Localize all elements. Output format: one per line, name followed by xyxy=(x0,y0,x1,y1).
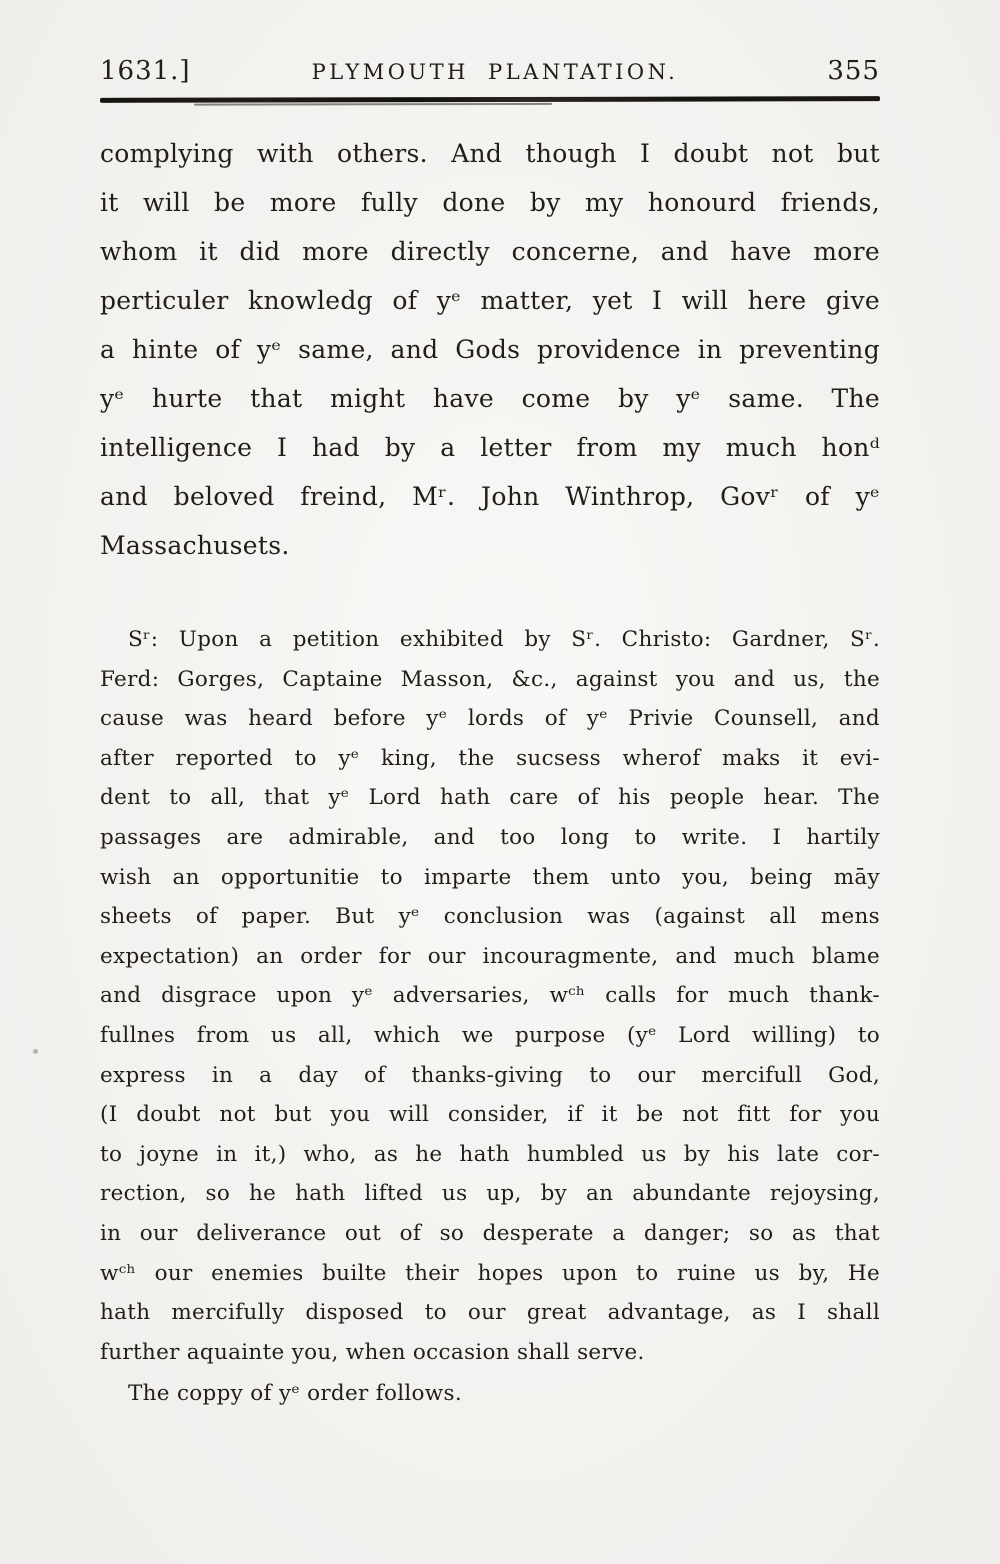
text-line: expectation) an order for our incouragmente, and much blame xyxy=(100,943,880,969)
text-line: Sʳ: Upon a petition exhibited by Sʳ. Christo: Gardner, Sʳ. xyxy=(128,627,880,652)
text-line: to joyne in it,) who, as he hath humbled us by his late cor- xyxy=(100,1141,880,1167)
text-line: and beloved freind, Mʳ. John Winthrop, Govʳ of yᵉ xyxy=(100,482,880,511)
text-line: and disgrace upon yᵉ adversaries, wᶜʰ calls for much thank- xyxy=(100,983,880,1009)
text-line: cause was heard before yᵉ lords of yᵉ Privie Counsell, and xyxy=(100,706,880,732)
text-line: it will be more fully done by my honourd friends, xyxy=(100,188,880,217)
page-body xyxy=(100,129,880,1414)
text-line: whom it did more directly concerne, and have more xyxy=(100,237,880,266)
text-line: fullnes from us all, which we purpose (yᵉ Lord willing) to xyxy=(100,1022,880,1048)
text-line: perticuler knowledg of yᵉ matter, yet I will here give xyxy=(100,286,880,315)
header-rule xyxy=(100,96,880,103)
text-line: The coppy of yᵉ order follows. xyxy=(128,1381,462,1407)
paragraph-closing xyxy=(100,1374,880,1414)
scan-speck xyxy=(33,1049,38,1054)
text-line: intelligence I had by a letter from my much honᵈ xyxy=(100,433,880,462)
text-line: in our deliverance out of so desperate a danger; so as that xyxy=(100,1220,880,1246)
text-line: further aquainte you, when occasion shall serve. xyxy=(100,1339,645,1365)
text-line: sheets of paper. But yᵉ conclusion was (against all mens xyxy=(100,904,880,930)
paragraph-letter xyxy=(100,620,880,1372)
paragraph-intro xyxy=(100,129,880,570)
text-line: complying with others. And though I doubt not but xyxy=(100,139,880,168)
text-line: express in a day of thanks-giving to our mercifull God, xyxy=(100,1062,880,1088)
text-line: wish an opportunitie to imparte them unto you, being māy xyxy=(100,864,880,890)
text-line: dent to all, that yᵉ Lord hath care of his people hear. The xyxy=(100,785,880,811)
text-line: a hinte of yᵉ same, and Gods providence in preventing xyxy=(100,335,880,364)
running-header xyxy=(100,56,880,86)
text-line: yᵉ hurte that might have come by yᵉ same. The xyxy=(100,384,880,413)
text-line: after reported to yᵉ king, the sucsess wherof maks it evi- xyxy=(100,745,880,771)
text-line: hath mercifully disposed to our great advantage, as I shall xyxy=(100,1300,880,1326)
text-line: wᶜʰ our enemies builte their hopes upon to ruine us by, He xyxy=(100,1260,880,1286)
header-title: PLYMOUTH PLANTATION. xyxy=(311,60,679,84)
header-year: 1631.] xyxy=(100,56,191,86)
text-line: Massachusets. xyxy=(100,531,290,560)
text-line: rection, so he hath lifted us up, by an abundante rejoysing, xyxy=(100,1181,880,1207)
header-page-number: 355 xyxy=(827,56,880,86)
text-line: passages are admirable, and too long to write. I hartily xyxy=(100,824,880,850)
text-line: Ferd: Gorges, Captaine Masson, &c., against you and us, the xyxy=(100,666,880,692)
text-line: (I doubt not but you will consider, if it be not fitt for you xyxy=(100,1102,880,1128)
